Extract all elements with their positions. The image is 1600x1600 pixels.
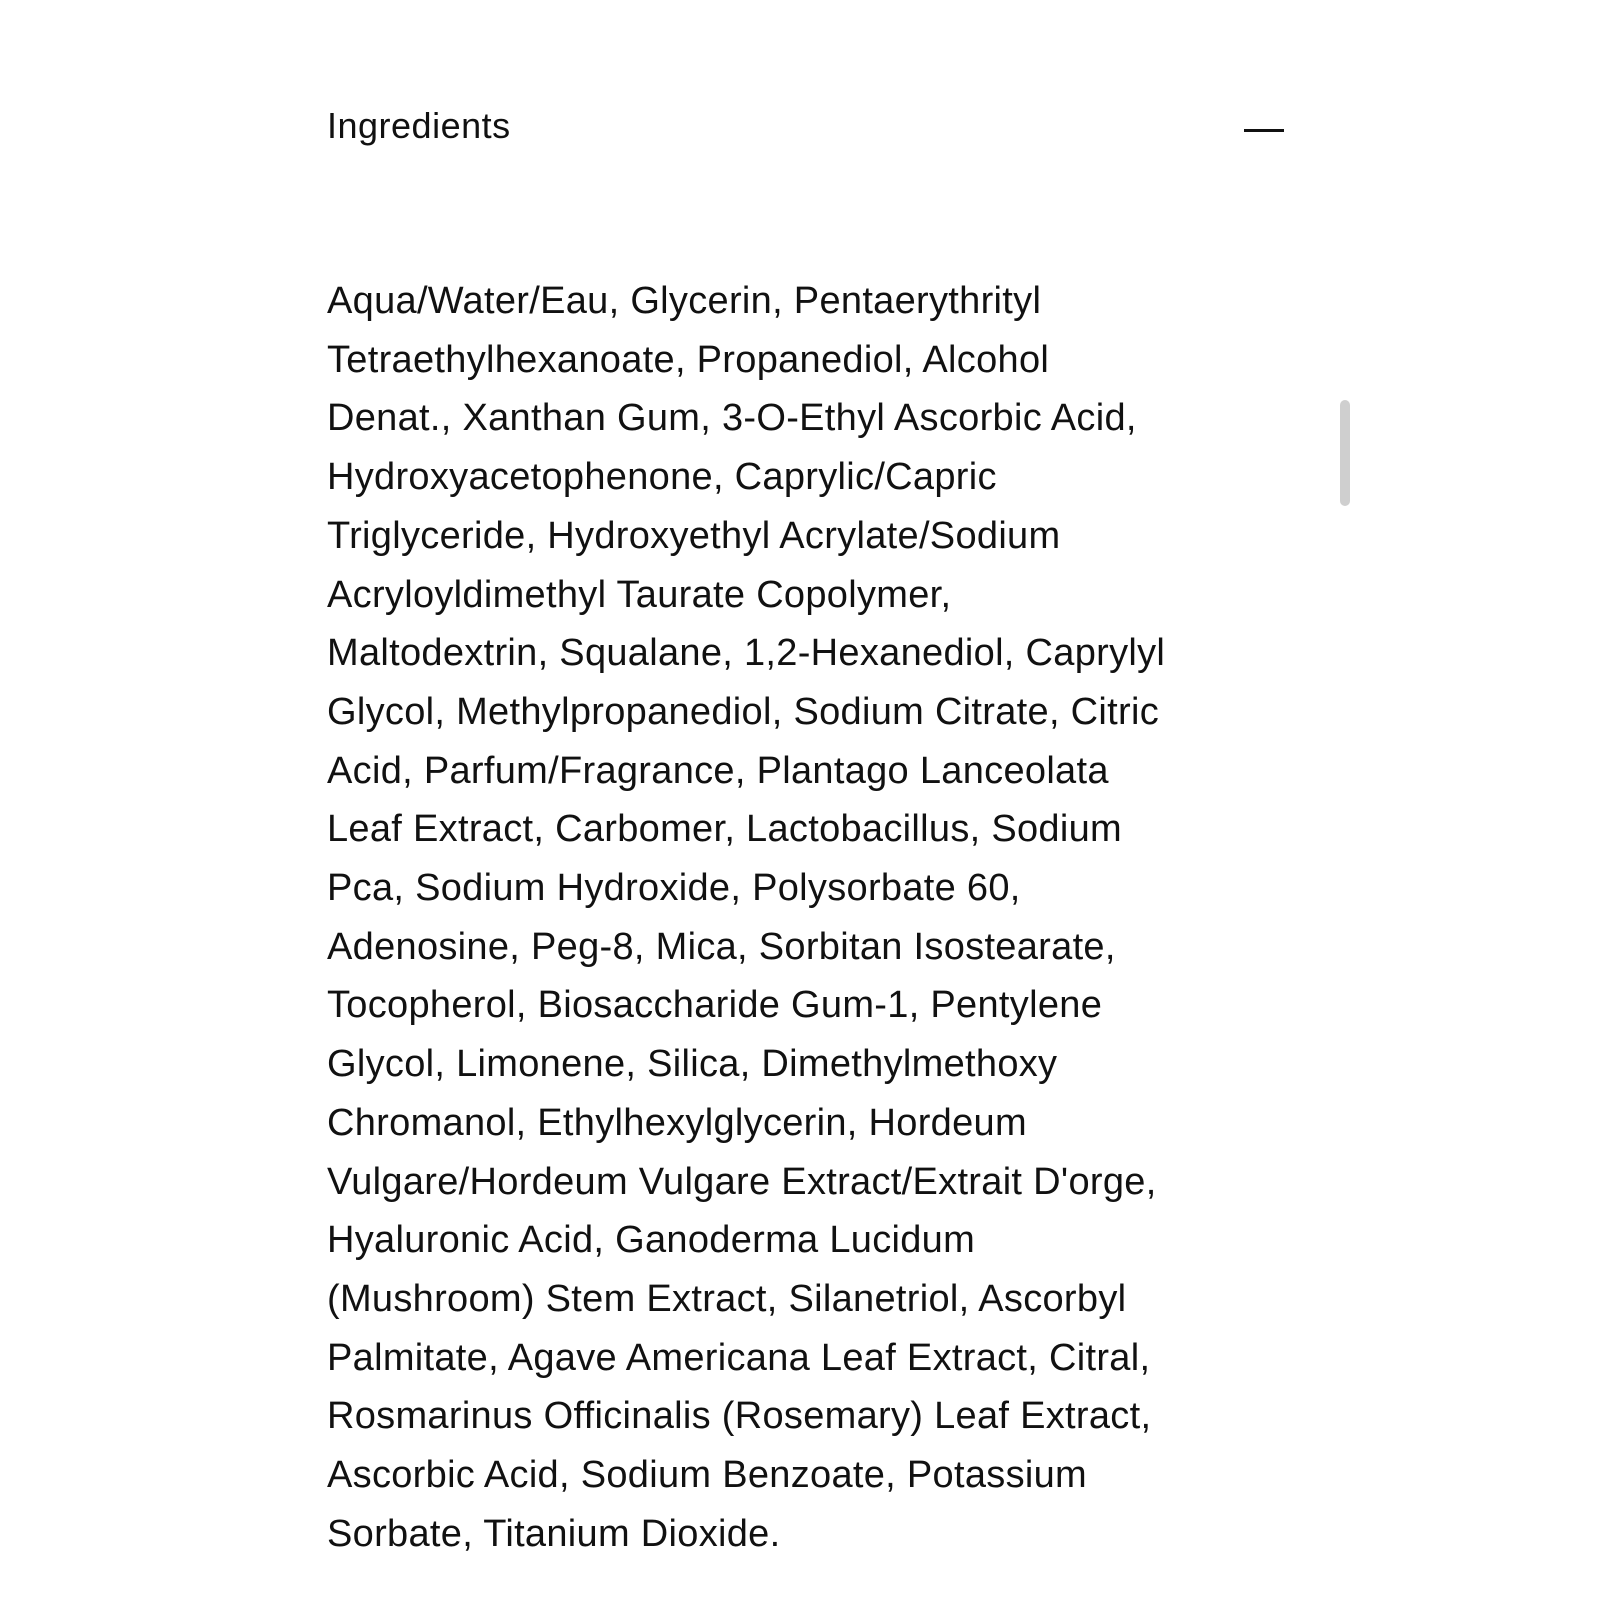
- ingredients-line: Pca, Sodium Hydroxide, Polysorbate 60,: [327, 867, 1021, 910]
- ingredients-panel: [327, 272, 1307, 1572]
- ingredients-line: Leaf Extract, Carbomer, Lactobacillus, Sodium: [327, 808, 1122, 851]
- ingredients-list: [327, 272, 1287, 1563]
- ingredients-line: Glycol, Limonene, Silica, Dimethylmethoxy: [327, 1043, 1058, 1086]
- accordion-header[interactable]: [327, 90, 1284, 170]
- ingredients-line: Hyaluronic Acid, Ganoderma Lucidum: [327, 1219, 976, 1262]
- scrollbar-thumb[interactable]: [1340, 400, 1350, 506]
- ingredients-line: Rosmarinus Officinalis (Rosemary) Leaf Extract,: [327, 1395, 1152, 1438]
- collapse-toggle-button[interactable]: [1236, 110, 1284, 150]
- ingredients-line: (Mushroom) Stem Extract, Silanetriol, Ascorbyl: [327, 1277, 1127, 1320]
- ingredients-line: Tetraethylhexanoate, Propanediol, Alcohol: [327, 338, 1050, 381]
- ingredients-line: Sorbate, Titanium Dioxide.: [327, 1512, 781, 1555]
- scrollbar-track[interactable]: [1340, 272, 1350, 1572]
- ingredients-line: Acid, Parfum/Fragrance, Plantago Lanceolata: [327, 749, 1109, 792]
- ingredients-line: Glycol, Methylpropanediol, Sodium Citrate, Citric: [327, 690, 1160, 733]
- ingredients-line: Ascorbic Acid, Sodium Benzoate, Potassium: [327, 1454, 1087, 1497]
- ingredients-line: Acryloyldimethyl Taurate Copolymer,: [327, 573, 952, 616]
- section-title: Ingredients: [327, 105, 511, 146]
- ingredients-line: Chromanol, Ethylhexylglycerin, Hordeum: [327, 1101, 1027, 1144]
- ingredients-line: Tocopherol, Biosaccharide Gum-1, Pentylene: [327, 984, 1103, 1027]
- ingredients-line: Hydroxyacetophenone, Caprylic/Capric: [327, 456, 997, 499]
- ingredients-accordion: [327, 90, 1284, 170]
- ingredients-line: Maltodextrin, Squalane, 1,2-Hexanediol, Caprylyl: [327, 632, 1166, 675]
- ingredients-line: Aqua/Water/Eau, Glycerin, Pentaerythrityl: [327, 280, 1042, 322]
- ingredients-line: Adenosine, Peg-8, Mica, Sorbitan Isostearate,: [327, 925, 1116, 968]
- minus-icon: [1244, 129, 1284, 132]
- ingredients-line: Palmitate, Agave Americana Leaf Extract, Citral,: [327, 1336, 1151, 1379]
- ingredients-line: Vulgare/Hordeum Vulgare Extract/Extrait D'orge,: [327, 1160, 1157, 1203]
- ingredients-line: Triglyceride, Hydroxyethyl Acrylate/Sodium: [327, 514, 1061, 557]
- ingredients-line: Denat., Xanthan Gum, 3-O-Ethyl Ascorbic Acid,: [327, 397, 1137, 440]
